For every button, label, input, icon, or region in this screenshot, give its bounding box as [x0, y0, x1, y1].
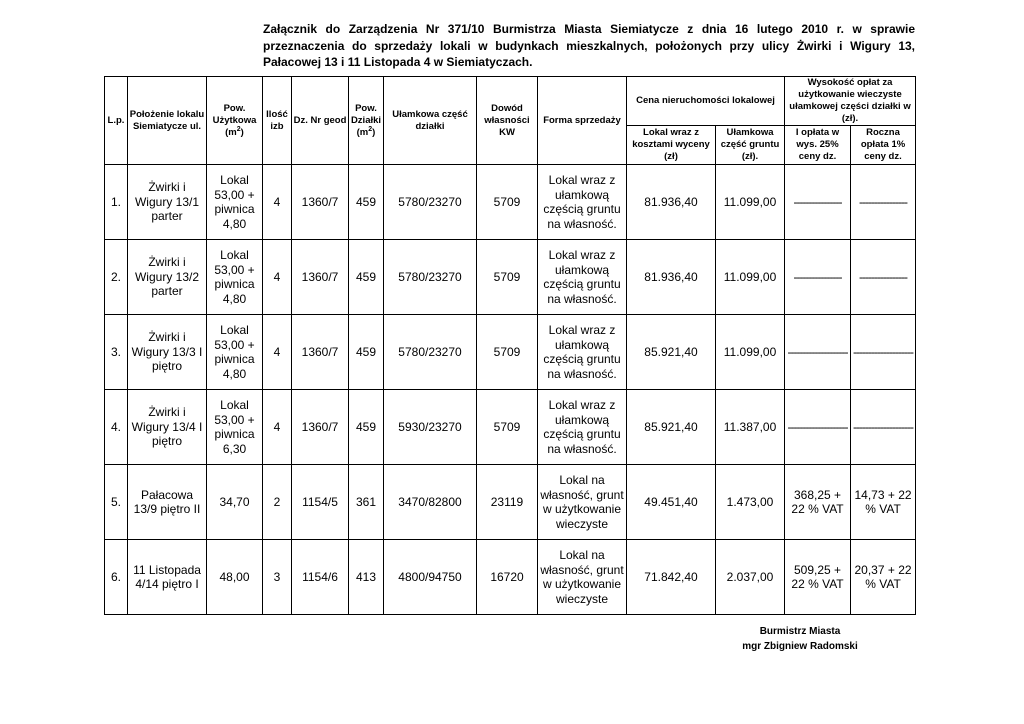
signature-title: Burmistrz Miasta	[759, 626, 841, 637]
cell-rooms: 2	[263, 465, 292, 540]
table-row	[105, 315, 916, 390]
col-usable-area-header	[207, 77, 263, 165]
col-rooms-header: Ilość izb	[263, 77, 292, 165]
cell-price-land: 2.037,00	[716, 540, 785, 615]
col-first-fee-header: I opłata w wys. 25% ceny dz.	[785, 126, 851, 165]
cell-fraction: 4800/94750	[384, 540, 477, 615]
cell-area: Lokal 53,00 + piwnica 4,80	[207, 315, 263, 390]
fees-group-header: Wysokość opłat za użytkowanie wieczyste ułamkowej części działki w (zł).	[785, 77, 916, 126]
cell-first-fee: 509,25 + 22 % VAT	[785, 540, 851, 615]
usable-area-unit-close: )	[240, 126, 244, 138]
col-lp-header: L.p.	[105, 77, 128, 165]
col-plot-area-header	[349, 77, 384, 165]
cell-annual-fee: 14,73 + 22 % VAT	[851, 465, 916, 540]
cell-first-fee: 368,25 + 22 % VAT	[785, 465, 851, 540]
cell-plot-area: 413	[349, 540, 384, 615]
usable-area-unit-sup: 2	[236, 125, 241, 133]
cell-plot: 1360/7	[292, 390, 349, 465]
cell-lp: 3.	[105, 315, 128, 390]
cell-form: Lokal wraz z ułamkową częścią gruntu na własność.	[538, 240, 627, 315]
cell-plot-area: 459	[349, 315, 384, 390]
plot-area-unit: (m	[356, 126, 369, 138]
cell-price-land: 11.387,00	[716, 390, 785, 465]
cell-plot-area: 459	[349, 240, 384, 315]
cell-rooms: 4	[263, 315, 292, 390]
cell-plot: 1360/7	[292, 315, 349, 390]
cell-price-premises: 49.451,40	[627, 465, 716, 540]
cell-kw: 23119	[477, 465, 538, 540]
property-table	[104, 76, 916, 615]
cell-lp: 4.	[105, 390, 128, 465]
cell-location: Żwirki i Wigury 13/3 I piętro	[128, 315, 207, 390]
cell-annual-fee: 20,37 + 22 % VAT	[851, 540, 916, 615]
cell-location: Żwirki i Wigury 13/1 parter	[128, 165, 207, 240]
cell-price-land: 11.099,00	[716, 315, 785, 390]
document-header: Załącznik do Zarządzenia Nr 371/10 Burmistrza Miasta Siemiatycze z dnia 16 lutego 2010 r. w sprawie przeznaczenia do sprzedaży lokali w budynkach mieszkalnych, położonych przy ulicy Żwirki i Wigury 13, Pałacowej 13 i 11 Listopada 4 w Siemiatyczach.	[263, 22, 915, 69]
cell-plot-area: 361	[349, 465, 384, 540]
cell-location: Żwirki i Wigury 13/4 I piętro	[128, 390, 207, 465]
table-row	[105, 240, 916, 315]
cell-location: Żwirki i Wigury 13/2 parter	[128, 240, 207, 315]
col-location-header: Położenie lokalu Siemiatycze ul.	[128, 77, 207, 165]
usable-area-label: Pow. Użytkowa	[212, 102, 257, 126]
cell-form: Lokal na własność, grunt w użytkowanie wieczyste	[538, 540, 627, 615]
cell-rooms: 3	[263, 540, 292, 615]
cell-first-fee: ----------------	[785, 240, 851, 315]
cell-fraction: 3470/82800	[384, 465, 477, 540]
cell-first-fee: --------------------	[785, 315, 851, 390]
col-ownership-header: Dowód własności KW	[477, 77, 538, 165]
col-fraction-header: Ułamkowa część działki	[384, 77, 477, 165]
cell-location: Pałacowa 13/9 piętro II	[128, 465, 207, 540]
cell-kw: 5709	[477, 240, 538, 315]
cell-lp: 6.	[105, 540, 128, 615]
col-price-premises-header: Lokal wraz z kosztami wyceny (zł)	[627, 126, 716, 165]
cell-rooms: 4	[263, 390, 292, 465]
cell-price-premises: 71.842,40	[627, 540, 716, 615]
cell-price-premises: 85.921,40	[627, 390, 716, 465]
cell-price-land: 11.099,00	[716, 240, 785, 315]
cell-area: Lokal 53,00 + piwnica 4,80	[207, 165, 263, 240]
col-price-land-header: Ułamkowa część gruntu (zł).	[716, 126, 785, 165]
cell-form: Lokal wraz z ułamkową częścią gruntu na własność.	[538, 165, 627, 240]
cell-kw: 5709	[477, 390, 538, 465]
cell-area: Lokal 53,00 + piwnica 4,80	[207, 240, 263, 315]
col-annual-fee-header: Roczna opłata 1% ceny dz.	[851, 126, 916, 165]
cell-price-premises: 85.921,40	[627, 315, 716, 390]
cell-price-land: 11.099,00	[716, 165, 785, 240]
cell-plot: 1360/7	[292, 240, 349, 315]
cell-price-premises: 81.936,40	[627, 165, 716, 240]
plot-area-unit-sup: 2	[368, 125, 373, 133]
table-row	[105, 390, 916, 465]
cell-kw: 5709	[477, 315, 538, 390]
cell-annual-fee: --------------------	[851, 390, 916, 465]
cell-first-fee: ----------------	[785, 165, 851, 240]
cell-annual-fee: ----------------	[851, 165, 916, 240]
usable-area-unit: (m	[225, 126, 237, 138]
signature-name: mgr Zbigniew Radomski	[742, 641, 858, 652]
signature-block	[700, 624, 900, 654]
col-plot-no-header: Dz. Nr geod	[292, 77, 349, 165]
table-row	[105, 540, 916, 615]
cell-first-fee: --------------------	[785, 390, 851, 465]
cell-form: Lokal na własność, grunt w użytkowanie wieczyste	[538, 465, 627, 540]
cell-fraction: 5780/23270	[384, 240, 477, 315]
cell-plot-area: 459	[349, 390, 384, 465]
cell-kw: 16720	[477, 540, 538, 615]
col-sale-form-header: Forma sprzedaży	[538, 77, 627, 165]
cell-plot: 1360/7	[292, 165, 349, 240]
cell-fraction: 5780/23270	[384, 315, 477, 390]
cell-form: Lokal wraz z ułamkową częścią gruntu na własność.	[538, 390, 627, 465]
cell-rooms: 4	[263, 240, 292, 315]
cell-price-premises: 81.936,40	[627, 240, 716, 315]
plot-area-label: Pow. Działki	[350, 102, 382, 126]
cell-plot-area: 459	[349, 165, 384, 240]
cell-location: 11 Listopada 4/14 piętro I	[128, 540, 207, 615]
cell-lp: 5.	[105, 465, 128, 540]
cell-lp: 2.	[105, 240, 128, 315]
table-row	[105, 165, 916, 240]
cell-annual-fee: ----------------	[851, 240, 916, 315]
price-group-header: Cena nieruchomości lokalowej	[627, 77, 785, 126]
cell-area: 34,70	[207, 465, 263, 540]
cell-area: Lokal 53,00 + piwnica 6,30	[207, 390, 263, 465]
cell-lp: 1.	[105, 165, 128, 240]
cell-kw: 5709	[477, 165, 538, 240]
cell-fraction: 5930/23270	[384, 390, 477, 465]
cell-fraction: 5780/23270	[384, 165, 477, 240]
cell-rooms: 4	[263, 165, 292, 240]
cell-annual-fee: --------------------	[851, 315, 916, 390]
cell-plot: 1154/6	[292, 540, 349, 615]
plot-area-unit-close: )	[372, 126, 376, 138]
cell-price-land: 1.473,00	[716, 465, 785, 540]
cell-form: Lokal wraz z ułamkową częścią gruntu na własność.	[538, 315, 627, 390]
table-row	[105, 465, 916, 540]
cell-area: 48,00	[207, 540, 263, 615]
cell-plot: 1154/5	[292, 465, 349, 540]
